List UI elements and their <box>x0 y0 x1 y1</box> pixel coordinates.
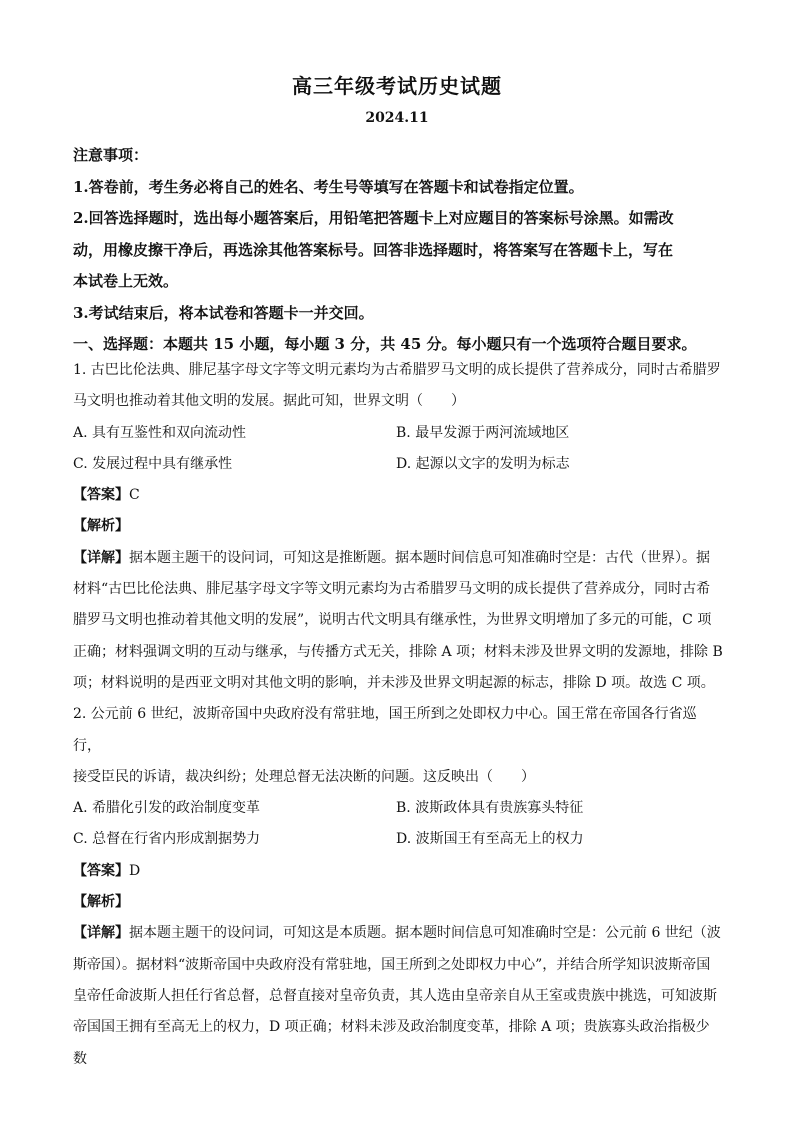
option-a: A. 具有互鉴性和双向流动性 <box>73 424 247 441</box>
answer-line <box>73 480 723 511</box>
detail-line: 项；材料说明的是西亚文明对其他文明的影响，并未涉及世界文明起源的标志，排除 D 项。故选 C 项。 <box>73 674 715 691</box>
notice-item: 1.答卷前，考生务必将自己的姓名、考生号等填写在答题卡和试卷指定位置。 <box>73 177 584 196</box>
detail-line: 斯帝国）。据材料“波斯帝国中央政府没有常驻地，国王所到之处即权力中心”，并结合所学知识波斯帝国 <box>73 956 711 973</box>
detail-line: 帝国国王拥有至高无上的权力，D 项正确；材料未涉及政治制度变革，排除 A 项；贵族寡头政治指极少数 <box>73 1019 710 1067</box>
notice-item: 3.考试结束后，将本试卷和答题卡一并交回。 <box>73 303 374 322</box>
page-title: 高三年级考试历史试题 <box>292 74 502 98</box>
analysis-line <box>73 887 723 918</box>
detail-text: 据本题主题干的设问词，可知这是推断题。据本题时间信息可知准确时空是：古代（世界）。据 <box>129 549 710 566</box>
section-heading: 一、选择题：本题共 15 小题，每小题 3 分，共 45 分。每小题只有一个选项符合题目要求。 <box>73 335 697 353</box>
detail-line: 皇帝任命波斯人担任行省总督，总督直接对皇帝负责，其人选由皇帝亲自从王室或贵族中挑选，可知波斯 <box>73 987 717 1004</box>
notice-item: 动，用橡皮擦干净后，再选涂其他答案标号。回答非选择题时，将答案写在答题卡上，写在 <box>73 240 674 259</box>
option-b: B. 最早发源于两河流域地区 <box>396 424 570 441</box>
answer-label: 【答案】 <box>73 862 129 879</box>
detail-label: 【详解】 <box>73 925 129 942</box>
detail-line: 正确；材料强调文明的互动与继承，与传播方式无关，排除 A 项；材料未涉及世界文明的发源地，排除 B <box>73 643 723 660</box>
answer-value: C <box>129 487 140 504</box>
option-c: C. 发展过程中具有继承性 <box>73 455 233 472</box>
option-d: D. 波斯国王有至高无上的权力 <box>396 831 584 848</box>
detail-label: 【详解】 <box>73 549 129 566</box>
question-1-stem: 1. 古巴比伦法典、腓尼基字母文字等文明元素均为古希腊罗马文明的成长提供了营养成分，同时古希腊罗 <box>73 362 721 378</box>
answer-label: 【答案】 <box>73 487 129 504</box>
exam-date: 2024.11 <box>365 110 429 126</box>
analysis-line <box>73 511 723 542</box>
answer-value: D <box>129 862 141 879</box>
option-c: C. 总督在行省内形成割据势力 <box>73 831 261 848</box>
option-a: A. 希腊化引发的政治制度变革 <box>73 800 261 817</box>
question-2-options <box>73 793 723 824</box>
notice-item: 本试卷上无效。 <box>73 272 179 290</box>
option-b: B. 波斯政体具有贵族寡头特征 <box>396 800 584 817</box>
option-d: D. 起源以文字的发明为标志 <box>396 455 570 472</box>
question-1-options <box>73 418 723 449</box>
question-body <box>73 355 723 1075</box>
detail-text: 据本题主题干的设问词，可知这是本质题。据本题时间信息可知准确时空是：公元前 6 世纪（波 <box>129 925 721 942</box>
answer-line <box>73 856 723 887</box>
question-2-options <box>73 824 723 855</box>
analysis-label: 【解析】 <box>73 518 129 535</box>
notice-block <box>73 140 723 361</box>
question-1-options <box>73 449 723 480</box>
detail-line: 腊罗马文明也推动着其他文明的发展”，说明古代文明具有继承性，为世界文明增加了多元的可能，C 项 <box>73 612 712 629</box>
detail-line <box>73 543 723 574</box>
notice-item: 2.回答选择题时，选出每小题答案后，用铅笔把答题卡上对应题目的答案标号涂黑。如需改 <box>73 209 674 227</box>
detail-line <box>73 918 723 949</box>
question-2-stem: 2. 公元前 6 世纪，波斯帝国中央政府没有常驻地，国王所到之处即权力中心。国王常在帝国各行省巡行， <box>73 706 697 754</box>
analysis-label: 【解析】 <box>73 894 129 911</box>
detail-line: 材料“古巴比伦法典、腓尼基字母文字等文明元素均为古希腊罗马文明的成长提供了营养成分，同时古希 <box>73 581 711 598</box>
notice-heading: 注意事项： <box>73 146 149 164</box>
question-2-stem: 接受臣民的诉请，裁决纠纷；处理总督无法决断的问题。这反映出（ ） <box>73 768 535 785</box>
question-1-stem: 马文明也推动着其他文明的发展。据此可知，世界文明（ ） <box>73 393 465 410</box>
